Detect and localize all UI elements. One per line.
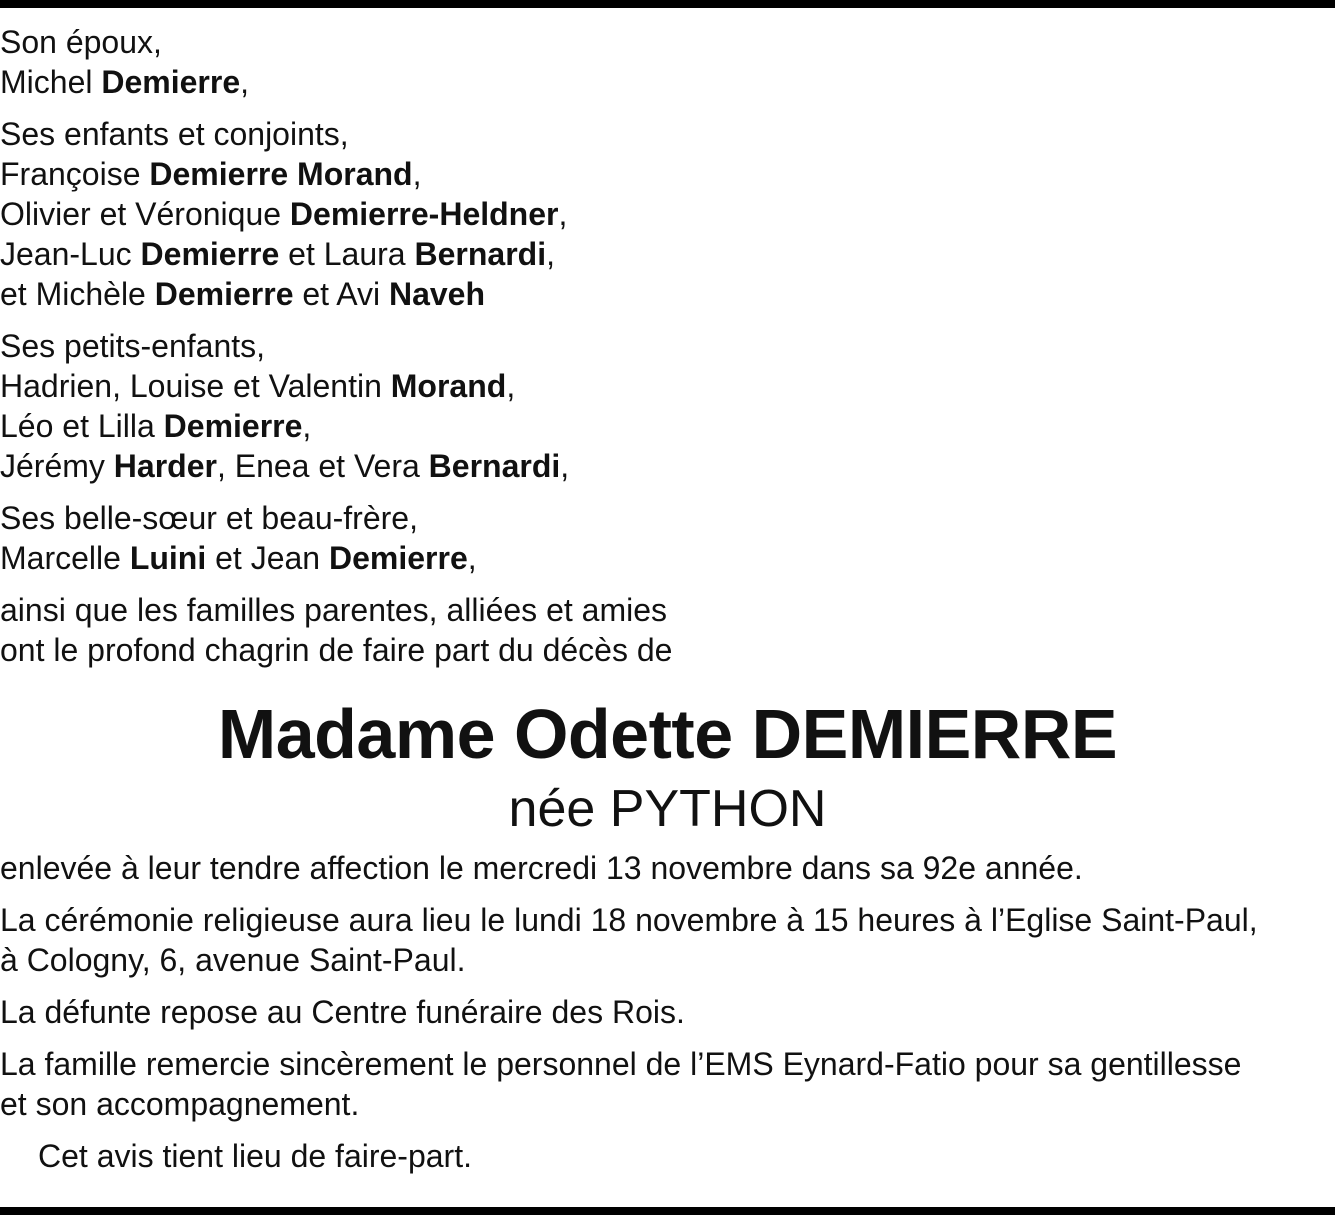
last-name: Luini xyxy=(129,540,207,576)
grandchildren-intro: Ses petits-enfants, xyxy=(0,328,266,364)
ceremony-section xyxy=(0,900,1335,980)
first-names: Françoise xyxy=(0,156,141,192)
bottom-rule xyxy=(0,1207,1335,1215)
children-intro: Ses enfants et conjoints, xyxy=(0,116,349,152)
punct: , xyxy=(506,368,516,404)
last-name: Demierre xyxy=(328,540,468,576)
spouse-name xyxy=(0,62,1335,102)
closing-line: Cet avis tient lieu de faire-part. xyxy=(38,1138,472,1174)
first-names: Jérémy xyxy=(0,448,105,484)
last-name: Demierre xyxy=(163,408,303,444)
obituary-notice xyxy=(0,22,1335,1188)
announcement-line: ont le profond chagrin de faire part du décès de xyxy=(0,632,673,668)
rest-line: La défunte repose au Centre funéraire des Rois. xyxy=(0,994,685,1030)
death-line-section xyxy=(0,848,1335,888)
deceased-name: Madame Odette DEMIERRE xyxy=(217,695,1118,773)
child-line xyxy=(0,154,1335,194)
punct: , xyxy=(560,448,570,484)
ceremony-line: à Cologny, 6, avenue Saint-Paul. xyxy=(0,942,466,978)
last-name: Bernardi xyxy=(428,448,561,484)
child-line xyxy=(0,234,1335,274)
punct: , xyxy=(240,64,249,100)
first-names: et Laura xyxy=(288,236,406,272)
inlaw-line xyxy=(0,538,1335,578)
first-names: Jean-Luc xyxy=(0,236,132,272)
last-name: Demierre xyxy=(140,236,280,272)
inlaws-intro: Ses belle-sœur et beau-frère, xyxy=(0,500,418,536)
grandchild-line xyxy=(0,366,1335,406)
grandchild-line xyxy=(0,406,1335,446)
thanks-section xyxy=(0,1044,1335,1124)
punct: , xyxy=(558,196,568,232)
first-names: Olivier et Véronique xyxy=(0,196,282,232)
inlaws-section xyxy=(0,498,1335,578)
child-line xyxy=(0,194,1335,234)
grandchildren-section xyxy=(0,326,1335,486)
last-name: Bernardi xyxy=(414,236,547,272)
first-names: Hadrien, Louise et Valentin xyxy=(0,368,382,404)
first-names: et Avi xyxy=(302,276,381,312)
death-line: enlevée à leur tendre affection le mercredi 13 novembre dans sa 92e année. xyxy=(0,850,1083,886)
punct: , xyxy=(546,236,555,272)
first-names: Léo et Lilla xyxy=(0,408,155,444)
ceremony-line: La cérémonie religieuse aura lieu le lundi 18 novembre à 15 heures à l’Eglise Saint-Paul, xyxy=(0,902,1258,938)
thanks-line: et son accompagnement. xyxy=(0,1086,360,1122)
grandchild-line xyxy=(0,446,1335,486)
closing-section xyxy=(0,1136,1335,1176)
rest-section xyxy=(0,992,1335,1032)
punct: , xyxy=(302,408,312,444)
spouse-intro: Son époux, xyxy=(0,24,162,60)
punct: , xyxy=(412,156,422,192)
last-name: Morand xyxy=(390,368,507,404)
last-name: Harder xyxy=(113,448,217,484)
first-names: et Jean xyxy=(215,540,321,576)
announcement-line: ainsi que les familles parentes, alliées et amies xyxy=(0,592,667,628)
first-names: , Enea et Vera xyxy=(216,448,420,484)
spouse-section xyxy=(0,22,1335,102)
thanks-line: La famille remercie sincèrement le personnel de l’EMS Eynard-Fatio pour sa gentillesse xyxy=(0,1046,1242,1082)
punct: , xyxy=(467,540,477,576)
last-name: Demierre xyxy=(154,276,294,312)
last-name: Naveh xyxy=(388,276,485,312)
children-section xyxy=(0,114,1335,314)
announcement-section xyxy=(0,590,1335,670)
first-names: et Michèle xyxy=(0,276,146,312)
maiden-name: née PYTHON xyxy=(508,780,827,838)
last-name: Demierre-Heldner xyxy=(289,196,559,232)
top-rule xyxy=(0,0,1335,8)
spouse-first-name: Michel xyxy=(0,64,93,100)
first-names: Marcelle xyxy=(0,540,121,576)
spouse-last-name: Demierre xyxy=(101,64,241,100)
last-name: Demierre Morand xyxy=(149,156,413,192)
child-line xyxy=(0,274,1335,314)
